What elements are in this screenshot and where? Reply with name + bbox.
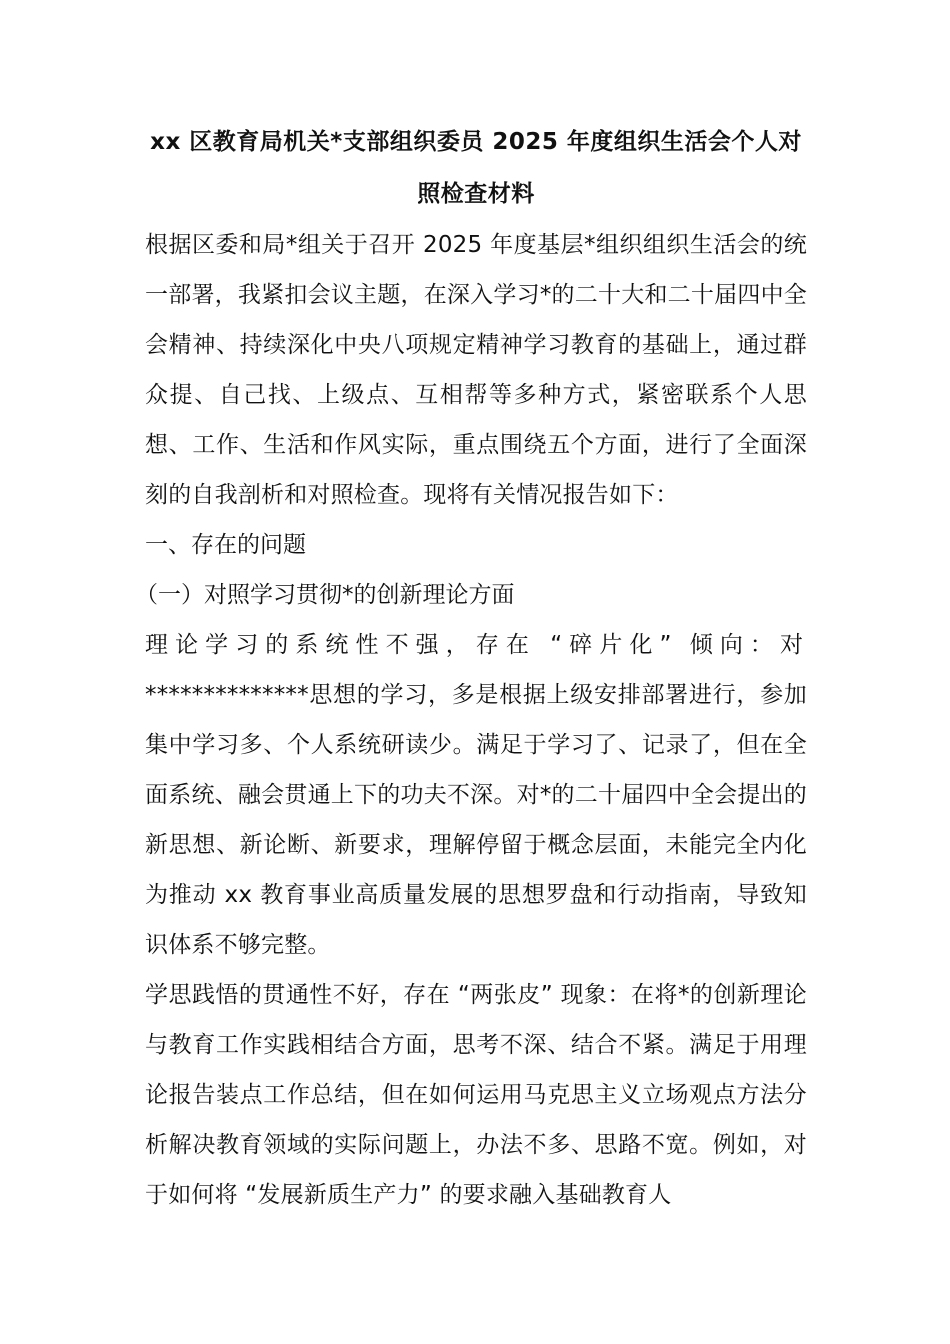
issue-1-lead: 理论学习的系统性不强，存在 “碎片化” 倾向：对 (145, 632, 807, 658)
document-body (135, 116, 807, 1220)
issue-paragraph-2: 学思践悟的贯通性不好，存在 “两张皮” 现象：在将*的创新理论与教育工作实践相结合方面，思考不深、结合不紧。满足于用理论报告装点工作总结，但在如何运用马克思主义立场观点方法分析解决教育领域的实际问题上，办法不多、思路不宽。例如，对于如何将 “发展新质生产力” 的要求融入基础教育人 (145, 982, 807, 1208)
section-heading-problems: 一、存在的问题 (145, 532, 306, 558)
intro-paragraph: 根据区委和局*组关于召开 2025 年度基层*组织组织生活会的统一部署，我紧扣会议主题，在深入学习*的二十大和二十届四中全会精神、持续深化中央八项规定精神学习教育的基础上，通过群众提、自己找、上级点、互相帮等多种方式，紧密联系个人思想、工作、生活和作风实际，重点围绕五个方面，进行了全面深刻的自我剖析和对照检查。现将有关情况报告如下： (145, 232, 807, 508)
issue-paragraph-1 (145, 620, 807, 970)
issue-1-body: **************思想的学习，多是根据上级安排部署进行，参加集中学习多、个人系统研读少。满足于学习了、记录了，但在全面系统、融会贯通上下的功夫不深。对*的二十届四中全会提出的新思想、新论断、新要求，理解停留于概念层面，未能完全内化为推动 xx 教育事业高质量发展的思想罗盘和行动指南，导致知识体系不够完整。 (145, 682, 807, 958)
document-title: xx 区教育局机关*支部组织委员 2025 年度组织生活会个人对照检查材料 (150, 129, 802, 207)
subsection-heading-theory: （一）对照学习贯彻*的创新理论方面 (135, 582, 515, 608)
